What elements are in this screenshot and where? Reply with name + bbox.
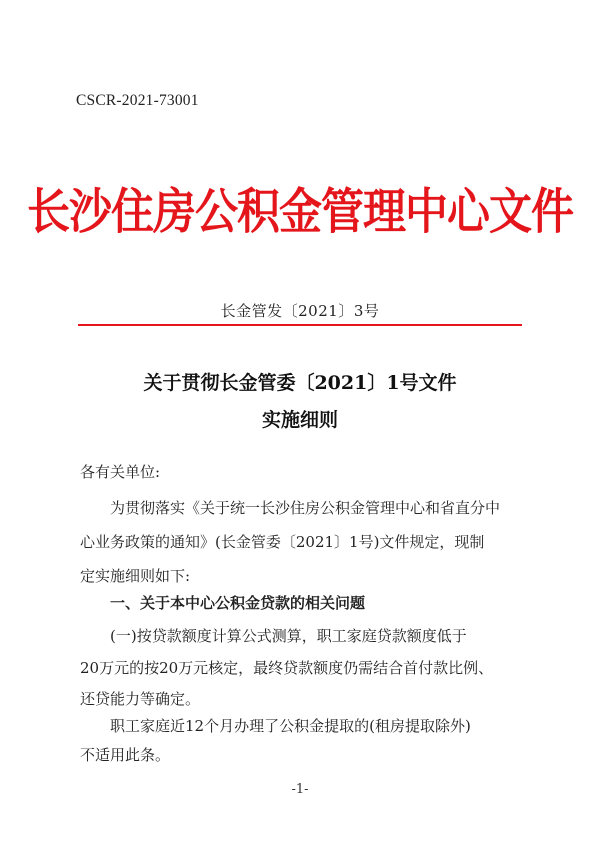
body-line: 为贯彻落实《关于统一长沙住房公积金管理中心和省直分中 bbox=[110, 499, 501, 517]
body-line: 职工家庭近12个月办理了公积金提取的(租房提取除外) bbox=[110, 717, 471, 735]
red-divider-line bbox=[78, 324, 522, 326]
page-number: -1- bbox=[291, 782, 309, 797]
body-line: 定实施细则如下: bbox=[80, 567, 191, 585]
body-line: 心业务政策的通知》(长金管委〔2021〕1号)文件规定，现制 bbox=[80, 533, 485, 551]
document-header-title: 长沙住房公积金管理中心文件 bbox=[27, 184, 573, 241]
body-line: 还贷能力等确定。 bbox=[80, 690, 201, 708]
document-title-line-2: 实施细则 bbox=[261, 409, 338, 431]
body-line: (一)按贷款额度计算公式测算，职工家庭贷款额度低于 bbox=[110, 627, 467, 645]
section-heading: 一、关于本中心公积金贷款的相关问题 bbox=[110, 594, 366, 612]
salutation: 各有关单位: bbox=[80, 463, 161, 481]
document-title-line-1: 关于贯彻长金管委〔2021〕1号文件 bbox=[143, 372, 457, 394]
body-line: 不适用此条。 bbox=[80, 746, 171, 764]
body-line: 20万元的按20万元核定，最终贷款额度仍需结合首付款比例、 bbox=[80, 659, 494, 677]
issue-number: 长金管发〔2021〕3号 bbox=[220, 302, 380, 320]
document-serial-number: CSCR-2021-73001 bbox=[76, 92, 199, 109]
